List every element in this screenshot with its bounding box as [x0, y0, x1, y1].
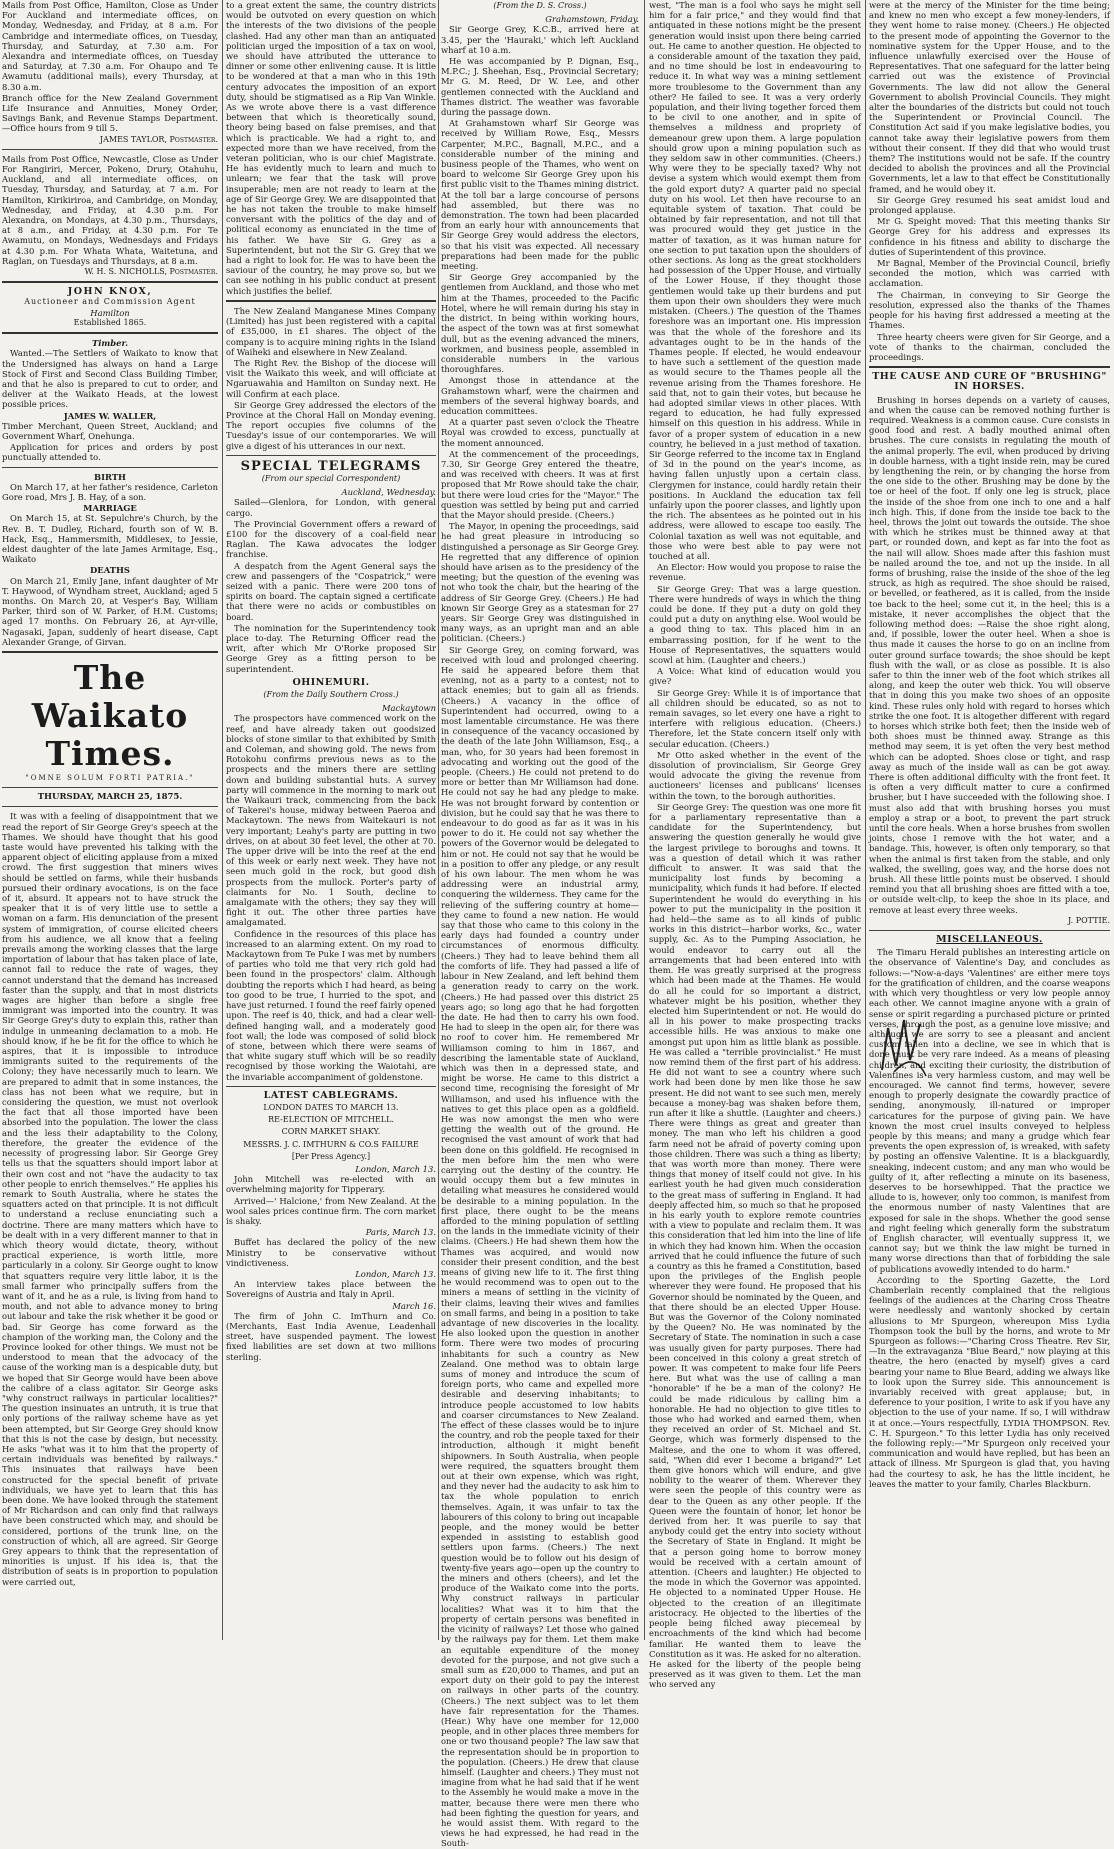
report-paragraph: Mr G. Speight moved: That this meeting thanks Sir George Grey for his address and expresses its confidence in his fitness and ability to discharge the duties of Superintendent of this province. — [869, 216, 1110, 257]
postmaster-signature: W. H. S. NICHOLLS, Postmaster. — [84, 267, 218, 277]
editorial-continued: to a great extent the same, the country districts would be outvoted on every question on which the interests of the two divisions of the people clashed. Had any other man than an antiquated politician urged the imposition of a tax on wool, we should have attributed the utterance to dinner or some other enlivening cause. It is little to be wondered at that a man who in this 19th century advocates the imposition of an export duty, should be stigmatised as a Rip Van Winkle. As we wrote above there is a vast difference between that which is theoretically sound, theory being based on false premises, and that which is practicable. We had a right to, and expected more than we have received, from the veteran politician, who is our chief Magistrate. He has evidently much to learn and much to unlearn; we fear that the task will prove insuperable; men are not ready to learn at the age of Sir George Grey. We are disappointed that he has not taken the trouble to make himself conversant with the politics of the day and of political economy as enunciated in the time of his father. We have Sir G. Grey as a Superintendent, but not the Sir G. Grey that we had a right to look for. He was to have been the saviour of the country, he may prove so, but we can see nothing in his public conduct at present which justifies the belief. — [226, 0, 436, 296]
handwritten-mark-icon — [874, 1010, 934, 1080]
cable-item: Paris, March 13. Buffet has declared the policy of the new Ministry to be conservative without vindictiveness. — [226, 1227, 436, 1268]
report-paragraph: At the commencement of the proceedings, 7.30, Sir George Grey entered the theatre, and was received with cheers. It was at first proposed that Mr Rowe should take the chair, but there were loud cries for the "Mayor." The question was settled by being put and carried that the Mayor should preside. (Cheers.) — [441, 448, 639, 520]
column-4 — [649, 0, 861, 1690]
report-paragraph: Mr Bagnal, Member of the Provincial Council, briefly seconded the motion, which was carried with acclamation. — [869, 258, 1110, 289]
cablegrams-heading: LATEST CABLEGRAMS. — [263, 1089, 399, 1101]
column-3: (From the D. S. Cross.) Grahamstown, Friday. Sir George Grey, K.C.B., arrived here at 3.45, per the 'Hauraki,' which left Auckland wharf at 10 a.m. He was accompanied by P. Dignan, Esq., M.P.C.; J. Sheehan, Esq., Provincial Secretary; Mr G. M. Reed, Dr W. Lee, and other gentlemen connected with the Auckland and Thames district. The weather was favorable during the passage down. At Grahamstown wharf Sir George was received by William Rowe, Esq., Messrs Carpenter, M.P.C., Bagnall, M.P.C., and a considerable number of the mining and business people of the Thames, who went on board to welcome Sir George Grey upon his first public visit to the Thames mining district. At the toll bar a large concourse of persons had assembled, but there was no demonstration. The town had been placarded from an early hour with announcements that Sir George Grey would address the electors, so that his visit was expected. All necessary preparations had been made for the public meeting. Sir George Grey accompanied by the gentlemen from Auckland, and those who met him at the Thames, proceeded to the Pacific Hotel, where he will remain during his stay in the district. In being within working hours, the aspect of the town was at first somewhat dull, but as the evening advanced the miners, workmen, and business people, assembled in considerable numbers in the various thoroughfares. Amongst those in attendance at the Grahamstown wharf, were the chairmen and members of the several highway boards, and education committees. At a quarter past seven o'clock the Theatre Royal was crowded to excess, punctually at the moment announced. At the commencement of the proceedings, 7.30, Sir George Grey entered the theatre, and was received with cheers. It was at first proposed that Mr Rowe should take the chair, but there were loud cries for the "Mayor." The question was settled by being put and carried that the Mayor should preside. (Cheers.) The Mayor, in opening the proceedings, said he had great pleasure in introducing so distinguished a personage as Sir George Grey. He regretted that any difference of opinion should have arisen as to the presidency of the meeting; but the question of the evening was not who took the chair, but the hearing of the address of Sir George Grey. (Cheers.) He had known Sir George Grey as a statesman for 27 years. Sir George Grey was distinguished in many ways, as an upright man and an able politician. (Cheers.) Sir George Grey, on coming forward, was received with loud and prolonged cheering. He said he appeared before them that evening, not as a party to a contest; not to attack enemies; but to gain all as friends. (Cheers.) A vacancy in the office of Superintendent had occurred, owing to a most lamentable circumstance. He was there in consequence of the vacancy occasioned by the death of the late John Williamson, Esq., a man, who, for 30 years had been foremost in advocating and working out the good of the people. (Cheers.) He could not pretend to do more or better than Mr Williamson had done. He could not say he had any pledge to make. He was not brought forward by contention or division, but he could say that he was there to endeavour to do good as far as it was in his power to do it. He could not say whether the powers of the Governor would be delegated to him or not. He could not say that he would be in a position to offer any pledge, or any result of his own labour. The men whom he was addressing were an industrial army, conquering the wilderness. They came for the relieving of the suffering country at home—they came to found a new nation. He would say that those who came to this colony in the early days had founded a country under circumstances of enormous difficulty. (Cheers.) They had to leave behind them all the comforts of life. They had passed a life of labour in New Zealand, and left behind them a generation ready to carry on the work. (Cheers.) He had passed over this district 25 years ago; so long ago that he had forgotten the date. He had then to carry his own food. He had to sleep in the open air, for there was no roof to cover him. He remembered Mr Williamson coming to him in 1867, and describing the lamentable state of Auckland, which was then in a depressed state, and might be worse. He came to this district a second time, recognising the foresight of Mr Williamson, and used his influence with the natives to get this place open as a goldfield. He was now amongst the men who were getting the wealth out of the ground. He recognised the vast amount of work that had been done on this goldfield. He recognised in the men before him the men who were carrying out the destiny of the country. He would occupy them but a few minutes in detailing what measures he considered would be desirable to a mining population. In the first place, there ought to be the means afforded to the mining population of settling on the lands in the immediate vicinity of their claims. (Cheers.) He had shewn them how the Thames was acquired, and would now consider their present condition, and the best means of giving new life to it. The first thing he would recommend was to open out to the miners a means of settling in the vicinity of their claims, leaving their wives and families on small farms, and being in a position to take advantage of new discoveries in the locality. He also looked upon the question in another form. There were two modes of procuring inhabitants for such a country as New Zealand. One method was to obtain large sums of money and introduce the scum of foreign ports, who came and expelled more desirable and deserving inhabitants; to introduce people accustomed to low habits and coarser circumstances to New Zealand. The effect of these classes would be to injure the country, and rob the people taxed for their introduction, although it might benefit shipowners. In South Australia, when people were required, the squatters brought them out at their own expense, which was right, and they never had the audacity to ask him to tax the whole population to enrich themselves. Again, it was unfair to tax the labourers of this colony to bring out incapable people, and the money would be better expended in assisting to establish good settlers upon farms. (Cheers.) The next question would be to follow out his design of twenty-five years ago—open up the country to the miners and others (cheers), and let the produce of the Waikato come into the ports. Why construct railways in particular localities? What was it to him that the property of certain persons was benefited in the vicinity of railways? Let those who gained by the railways pay for them. Let them make an equitable expenditure of the money devoted for the purpose, and not give such a small sum as £20,000 to Thames, and put an export duty on their gold to pay the interest on railways in other parts of the country. (Cheers.) The next subject was to let them have fair representation for the Thames. (Hear.) Why have one member for 12,000 people, and in other places three members for one or two thousand people? The law saw that the representation should be in proportion to the population. (Cheers.) He drew that clause himself. (Laughter and cheers.) They must not imagine from what he had said that if he went to the Assembly he would make a move in the matter, because there were men there who had been fighting the question for years, and he would assist them. With regard to the views he had expressed, he had read in the South- — [441, 1, 639, 1849]
cable-item: London, March 13. John Mitchell was re-elected with an overwhelming majority for Tipperary. — [226, 1163, 436, 1195]
column-rule — [222, 0, 223, 1640]
report-paragraph: Sir George Grey resumed his seat amidst loud and prolonged applause. — [869, 194, 1110, 216]
telegram-item: A despatch from the Agent General says the crew and passengers of the "Cospatrick," were seized with a panic. There were 200 tons of spirits on board. The captain signed a certificate that there were no acids or combustibles on board. — [226, 560, 436, 622]
horses-heading: THE CAUSE AND CURE OF "BRUSHING" IN HORSES. — [872, 371, 1107, 393]
column-1 — [2, 0, 218, 1640]
mails-newcastle-notice: Mails from Post Office, Newcastle, Close as Under For Rangiriri, Mercer, Pokeno, Drury, Otahuhu, Auckland, and all intermediate offices, on Tuesday, Thursday, and Saturday, at 7 a.m. For Hamilton, Kirikiriroa, and Cambridge, on Monday, Wednesday, and Friday, at 4.30 p.m. For Alexandra, on Mondays, at 4.30 p.m., Thursdays, at 8 a.m., and Friday, at 4.30 p.m. For Te Awamutu, on Mondays, Wednesdays and Fridays at 4.30 p.m. For Whata Whata, Waitetuna, and Raglan, on Tuesdays and Thursdays, at 8 a.m. — [2, 153, 218, 266]
horses-article: Brushing in horses depends on a variety of causes, and when the cause can be removed nothing further is required. Weakness is a common cause. Cure consists in good food and rest. A badly mouthed animal often brushes. The cure consists in regulating the mouth of the animal properly. The evil, when produced by driving in double harness, with a tight inside rein, may be cured by lengthening the rein, or by changing the horse from the one side to the other. Brushing may be done by the toe or heel of the foot. If only one leg is struck, place the inside of the shoe from one inch to one and a half inch high. This, if done from the inside toe back to the heel, throws the joint out towards the outside. The shoe with which he strikes must be thinned away at that part, or rounded down, and kept as far into the foot as the nail will allow. Shoes made after this fashion must be nailed around the toe, and not up the inside. In all forms of brushing, raise the inside of the shoe of the leg struck, as high as required. The shoe should be raised, or bevelled, or feathered, as it is called, from the inside toe back to the heel; some cut it, in the heel; this is a mistake, it never accomplishes the object that the following method does: —Raise the shoe right along, and, if possible, lower the outer heel. When a shoe is thus made it causes the horse to go on an incline from outer ground surface towards; the shoe should be kept flush with the wall, or as close as possible. It is also safer to thin the inner web of the foot which strikes all along, and keep the outer web thick. You will observe that in doing this you make two shoes of an opposite kind. These rules only hold with regard to horses which strike the one foot. It is altogether different with regard to horses which strike both feet; then the inside web of both shoes must be thinned away. Strange as this method may seem, it is yet often the very best method which can be adopted. Shoes close or tight, and rasp away as much of the inside wall as can be got away. There is often additional difficulty with the front feet. It is often a very difficult matter to cure a confirmed brusher, but I have succeeded with the following shoe. I must also add that with brushing horses you must employ a strap or a boot, to prevent the part struck until the core heals. When a horse brushes from swollen joints, chose I remove with the hot water, and a bandage. This, however, is often only temporary, so that when the animal is first taken from the stable, and only walked, the swelling, goes way, and the horse does not brush. All these little points must be observed. I should remind you that all brushing shoes are fitted with a toe, or outside welt-clip, to keep the shoe in its place, and remove at least every three weeks. — [869, 394, 1110, 915]
column-rule — [438, 0, 439, 1640]
report-paragraph: Amongst those in attendance at the Grahamstown wharf, were the chairmen and members of the several highway boards, and education committees. — [441, 375, 639, 416]
motto: "OMNE SOLUM FORTI PATRIA." — [25, 773, 195, 782]
masthead: The Waikato Times. — [31, 657, 189, 773]
report-paragraph: Three hearty cheers were given for Sir George, and a vote of thanks to the chairman, concluded the proceedings. — [869, 331, 1110, 362]
marriage-notice: MARRIAGE On March 15, at St. Sepulchre's Church, by the Rev. B. T. Dudley, Richard, fourth son of W. B. Hack, Esq., Hammersmith, Middlesex, to Jessie, eldest daughter of the late James Armitage, Esq., Waikato — [2, 503, 218, 565]
column-2: to a great extent the same, the country districts would be outvoted on every question on which the interests of the two divisions of the people clashed. Had any other man than an antiquated politician urged the imposition of a tax on wool, we should have attributed the utterance to dinner or some other enlivening cause. It is little to be wondered at that a man who in this 19th century advocates the imposition of an export duty, should be stigmatised as a Rip Van Winkle. As we wrote above there is a vast difference between that which is theoretically sound, theory being based on false premises, and that which is practicable. We had a right to, and expected more than we have received, from the veteran politician, who is our chief Magistrate. He has evidently much to learn and much to unlearn; we fear that the task will prove insuperable; men are not ready to learn at the age of Sir George Grey. We are disappointed that he has not taken the trouble to make himself conversant with the politics of the day and of political economy as enunciated in the time of his father. We have Sir G. Grey as a Superintendent, but not the Sir G. Grey that we had a right to look for. He was to have been the saviour of the country, he may prove so, but we can see nothing in his public conduct at present which justifies the belief. The New Zealand Manganese Mines Company (Limited) has just been registered with a capital of £35,000, in £1 shares. The object of the company is to acquire mining rights in the Island of Waiheki and elsewhere in New Zealand. The Right Rev. the Bishop of the diocese will visit the Waikato this week, and will officiate at Ngaruawahia and Hamilton on Sunday next. He will Confirm at each place. Sir George Grey addressed the electors of the Province at the Choral Hall on Monday evening. The report occupies five columns of the Tuesday's issue of our contemporaries. We will give a digest of his utterances in our next. SPECIAL TELEGRAMS (From our special Correspondent) Auckland, Wednesday. Sailed—Glenlora, for London, with general cargo. The Provincial Government offers a reward of £100 for the discovery of a coal-field near Raglan. The Kawa advocates the lodger franchise. A despatch from the Agent General says the crew and passengers of the "Cospatrick," were seized with a panic. There were 200 tons of spirits on board. The captain signed a certificate that there were no acids or combustibles on board. The nomination for the Superintendency took place to-day. The Returning Officer read the writ, after which Mr O'Rorke proposed Sir George Grey as a fitting person to be superintendent. OHINEMURI. (From the Daily Southern Cross.) Mackaytown The prospectors have commenced work on the reef, and have already taken out goodsized blocks of stone similar to that exhibited by Smith and Coleman, and showing gold. The news from Rotokohu confirms previous news as to the prospects and the miners there are settling down and building substantial huts. A survey party will commence in the morning to mark out the Waikauri track, commencing from the back of Takerei's house, midway between Paeroa and Mackaytown. The news from Waitekauri is not very important; Leahy's party are putting in two drives, on at about 30 feet level, the other at 70. The upper drive will be into the reef at the end of this week or early next week. They have not seen much gold in the rock, but good dish prospects from the mullock. Porter's party of claimants for No. 1 South, decline to amalgamate with the others; they say they will fight it out. The other three parties have amalgamated. Confidence in the resources of this place has increased to an alarming extent. On my road to Mackaytown from Te Puke I was met by numbers of parties who told me that very rich gold had been found in the prospectors' claim. Although doubting the reports which I had heard, as being too good to be true, I hurried to the spot, and have just returned. I found the reef fairly opened upon. The reef is 40, thick, and had a clear well-defined hanging wall, and a moderately good foot wall; the lode was composed of solid block of stone, between which there were seams of that white sugary stuff which will be so readily recognised by those working the Waiotahi, are the invariable accompaniment of goldenstone. LATEST CABLEGRAMS. LONDON DATES TO MARCH 13. RE-ELECTION OF MITCHELL. CORN MARKET SHAKY. MESSRS. J. C. IMTHURN & CO.S FAILURE [Per Press Agency.] London, March 13. John Mitchell was re-elected with an overwhelming majority for Tipperary. Arrived—' Halcione,' from New Zealand. At the wool sales prices continue firm. The corn market is shaky. Paris, March 13. Buffet has declared the policy of the new Ministry to be conservative without vindictiveness. London, March 13. An interview takes place between the Sovereigns of Austria and Italy in April. March 16. The firm of John C. ImThurn and Co. (Merchants, East India Avenue, Leadenhall street, have suspended payment. The lowest fixed liabilities are set down at two millions sterling. — [226, 0, 436, 1362]
cable-item: March 16. The firm of John C. ImThurn and Co. (Merchants, East India Avenue, Leadenhall street, have suspended payment. The lowest fixed liabilities are set down at two millions sterling. — [226, 1300, 436, 1362]
cable-item: Arrived—' Halcione,' from New Zealand. At the wool sales prices continue firm. The corn market is shaky. — [226, 1195, 436, 1226]
editorial-text: It was with a feeling of disappointment that we read the report of Sir George Grey's speech at the Thames. We should have thought that his good taste would have prevented his talking with the apparent object of eliciting applause from a mixed crowd. The first suggestion that miners wives should be settled on farms, while their husbands pursued their ordinary avocations, is on the face of it, absurd. It appears not to have struck the speaker that it is of very little use to settle a woman on a farm. His denunciation of the present system of immigration, of course elicited cheers from his audience, we all know that a feeling prevails among the working classes that the large importation of labour that has taken place of late, cannot fail to reduce the rate of wages, they cannot understand that the demand has increased faster than the supply, and that in most districts wages are higher than before a single free immigrant was imported into the country. It was Sir George Grey's duty to explain this, rather than indulge in unmeaning declamation to a mob. He should know, if he be fit for the office to which he aspires, that it is impossible to introduce immigrants suited to the requirements of the Colony; they have necessarily much to learn. We are prepared to admit that in some instances, the class has not been what we require, but in considering the question, we must not overlook the fact that all those imported have been absorbed into the population. The lower the class and the less their adaptability to the Colony, therefore, the greater the evidence of the necessity of progressing labor. Sir George Grey tells us that the squatters should import labor at their own cost and not "have the audacity to tax other people to enrich themselves." He applies his remark to South Australia, where he states the squatters acted on that principle. It is not difficult to understand a recluse enunciating such a doctrine. There are many matters which have to be dealt with in a very different manner to that in which theory would dictate, theory, without practical experience, is worth little, more particularly in a colony. Sir George ought to know that squatters require very little labor, it is the small farmer who principally suffers from the want of it, and he as a rule, is living from hand to mouth, and not able to advance money to bring out labour and take the risk whether it be good or bad. Sir George has come forward as the champion of the working man, the Colony and the Province looked for other things. We must not be understood to mean that the advocacy of the cause of the working man is a despicable duty, but we hoped that Sir George would have been above the calibre of a class agitator. Sir George asks "why construct railways in particular localities?" The question insinuates an untruth, it is true that only portions of the railway scheme have as yet been attempted, but Sir George Grey should know that this is not the case by design, but necessity. He asks "what was it to him that the property of certain individuals was benefited by railways." This insinuates that railways have been constructed for the special benefit of private individuals, we have yet to learn that this has been done. We have looked through the statement of Mr Richardson and can only find that railways have been constructed which may, and should be considered, portions of the trunk line, on the construction of which, all are agreed. Sir George Grey appears to think that the representation of minorities is unjust. If his idea is, that the distribution of seats is in proportion to population were carried out, — [2, 811, 218, 1587]
report-paragraph: An Elector: How would you propose to raise the revenue. — [649, 562, 861, 583]
telegram-item: The Provincial Government offers a reward of £100 for the discovery of a coal-field near Raglan. The Kawa advocates the lodger franchise. — [226, 518, 436, 560]
telegram-item: The nomination for the Superintendency took place to-day. The Returning Officer read the writ, after which Mr O'Rorke proposed Sir George Grey as a fitting person to be superintendent. — [226, 622, 436, 674]
local-news-item: The Right Rev. the Bishop of the diocese will visit the Waikato this week, and will officiate at Ngaruawahia and Hamilton on Sunday next. He will Confirm at each place. — [226, 357, 436, 399]
report-paragraph: The Mayor, in opening the proceedings, said he had great pleasure in introducing so distinguished a personage as Sir George Grey. He regretted that any difference of opinion should have arisen as to the presidency of the meeting; but the question of the evening was not who took the chair, but the hearing of the address of Sir George Grey. (Cheers.) He had known Sir George Grey as a statesman for 27 years. Sir George Grey was distinguished in many ways, as an upright man and an able politician. (Cheers.) — [441, 521, 639, 644]
telegrams-heading: SPECIAL TELEGRAMS — [240, 458, 422, 474]
column-rule — [865, 0, 866, 1640]
report-paragraph: Mr Otto asked whether in the event of the dissolution of provincialism, Sir George Grey would advocate the giving the revenue from auctioneers' licenses and publicans' licenses within the town, to the borough authorities. — [649, 749, 861, 801]
report-paragraph: were at the mercy of the Minister for the time being; and knew no men who except a few money-lenders, if they went home to raise money. (Cheers.) He objected to the present mode of appointing the Governor to the nominative system for the Upper House, and to the influence unlawfully exercised over the House of Representatives. That one safeguard for the latter being carried out was the existence of Provincial Governments. The law did not allow the General Government to abolish Provincial Councils. They might alter the boundaries of the districts but could not touch the Superintendent or Provincial Council. The Constitution Act said if you make legislative bodies, you cannot take away their legislative powers from them without their consent. If they did that who would trust them? The institutions would not be safe. If the country decided to abolish the provinces and all the Provincial Governments, let a law to that effect be Constitutionally framed, and he would obey it. — [869, 0, 1110, 194]
report-paragraph: Sir George Grey: That was a large question. There were hundreds of ways in which the thing could be done. If they put a duty on gold they could put a duty on anything else. Wool would be a good thing to tax. This placed him in an embarrassing position, for if he went to the House of Representatives, the squatters would scowl at him. (Laughter and cheers.) — [649, 583, 861, 665]
report-paragraph: A Voice: What kind of education would you give? — [649, 666, 861, 687]
report-paragraph: He was accompanied by P. Dignan, Esq., M.P.C.; J. Sheehan, Esq., Provincial Secretary; Mr G. M. Reed, Dr W. Lee, and other gentlemen connected with the Auckland and Thames district. The weather was favorable during the passage down. — [441, 56, 639, 118]
ohinemuri-heading: OHINEMURI. — [292, 676, 370, 688]
mails-hamilton-notice: Mails from Post Office, Hamilton, Close as Under For Auckland and intermediate offices, on Monday, Wednesday, and Friday, at 8 a.m. For Cambridge and intermediate offices, on Tuesday, Thursday, and Saturday, at 7.30 a.m. For Alexandra and intermediate offices, on Tuesday and Saturday, at 7.30 a.m. For Ohaupo and Te Awamutu (additional mails), every Thursday, at 8.30 a.m. — [2, 0, 218, 92]
report-paragraph: Sir George Grey: While it is of importance that all children should be educated, so as not to remain savages, so let every one have a right to interfere with religious education. (Cheers.) Therefore, let the State concern itself only with secular education. (Cheers.) — [649, 687, 861, 749]
report-paragraph: west, "The man is a fool who says he might sell him for a fair price," and they would find that antiquated in these notions might be the present generation would insist upon there being carried out. He came to another question. He objected to a considerable amount of the taxation they paid, and no time should be lost in endeavouring to reduce it. In what way was a mining settlement more troublesome to the Government than any other? He failed to see. It was a very orderly population, and their living together forced them to be civil to one another, and in spite of themselves a mildness and propriety of demeanour grew upon them. A large population should grow upon a mining population such as they seldom saw in other communities. (Cheers.) Why were they to be specially taxed? Why not devise a system which would exempt them from the gold export duty? A quarter paid no special duty on his wool. Let then have recourse to an equitable system of taxation. That could be obtained by fair representation, and not till that was procured would they get justice in the matter of taxation, as it was human nature for one section to put taxation upon the shoulders of other sections. As long as the great stockholders had possession of the Upper House, and virtually of the Lower House, if they thought those gentlemen would take up their burdens and put them upon their own shoulders they were much mistaken. (Cheers.) The question of the Thames foreshore was an important one. His impression was that the whole of the foreshore and its advantages ought to be in the hands of the Thames people. If elected, he would endeavour to have such a settlement of the question made as would secure to the Thames people all the revenue arising from the Thames foreshore. He said that, not to gain their votes, but because he had adopted similar views in other places. With regard to education, he had fully expressed himself on this question in his address. While in favor of a proper system of education in a new country, he believed in a just method of taxation. Sir George referred to the income tax in England of 3d in the pound on the year's income, as having fallen unjustly upon a certain class. Clergymen for instance, could hardly retain their positions. In Auckland the education tax fell unfairly upon the poorer classes, and lightly upon the rich. The absentees as he pointed out in his address, were allowed to escape too easily. The Colonial taxation as well was not equitable, and those who were best able to pay were not touched at all. — [649, 0, 861, 561]
advertisement-timber: Timber. Wanted.—The Settlers of Waikato to know that the Undersigned has always on hand a Large Stock of First and Second Class Building Timber, and that he also is prepared to cut to order, and deliver at the Waikato Heads, at the lowest possible prices. JAMES W. WALLER, Timber Merchant, Queen Street, Auckland; and Government Wharf, Onehunga. Application for prices and orders by post punctually attended to. — [2, 338, 218, 463]
report-paragraph: Sir George Grey accompanied by the gentlemen from Auckland, and those who met him at the Thames, proceeded to the Pacific Hotel, where he will remain during his stay in the district. In being within working hours, the aspect of the town was at first somewhat dull, but as the evening advanced the miners, workmen, and business people, assembled in considerable numbers in the various thoroughfares. — [441, 272, 639, 375]
report-paragraph: At a quarter past seven o'clock the Theatre Royal was crowded to excess, punctually at the moment announced. — [441, 417, 639, 448]
report-paragraph: Sir George Grey, on coming forward, was received with loud and prolonged cheering. He said he appeared before them that evening, not as a party to a contest; not to attack enemies; but to gain all as friends. (Cheers.) A vacancy in the office of Superintendent had occurred, owing to a most lamentable circumstance. He was there in consequence of the vacancy occasioned by the death of the late John Williamson, Esq., a man, who, for 30 years had been foremost in advocating and working out the good of the people. (Cheers.) He could not pretend to do more or better than Mr Williamson had done. He could not say he had any pledge to make. He was not brought forward by contention or division, but he could say that he was there to endeavour to do good as far as it was in his power to do it. He could not say whether the powers of the Governor would be delegated to him or not. He could not say that he would be in a position to offer any pledge, or any result of his own labour. The men whom he was addressing were an industrial army, conquering the wilderness. They came for the relieving of the suffering country at home—they came to found a new nation. He would say that those who came to this colony in the early days had founded a country under circumstances of enormous difficulty. (Cheers.) They had to leave behind them all the comforts of life. They had passed a life of labour in New Zealand, and left behind them a generation ready to carry on the work. (Cheers.) He had passed over this district 25 years ago; so long ago that he had forgotten the date. He had then to carry his own food. He had to sleep in the open air, for there was no roof to cover him. He remembered Mr Williamson coming to him in 1867, and describing the lamentable state of Auckland, which was then in a depressed state, and might be worse. He came to this district a second time, recognising the foresight of Mr Williamson, and used his influence with the natives to get this place open as a goldfield. He was now amongst the men who were getting the wealth out of the ground. He recognised the vast amount of work that had been done on this goldfield. He recognised in the men before him the men who were carrying out the destiny of the country. He would occupy them but a few minutes in detailing what measures he considered would be desirable to a mining population. In the first place, there ought to be the means afforded to the mining population of settling on the lands in the immediate vicinity of their claims. (Cheers.) He had shewn them how the Thames was acquired, and would now consider their present condition, and the best means of giving new life to it. The first thing he would recommend was to open out to the miners a means of settling in the vicinity of their claims, leaving their wives and families on small farms, and being in a position to take advantage of new discoveries in the locality. He also looked upon the question in another form. There were two modes of procuring inhabitants for such a country as New Zealand. One method was to obtain large sums of money and introduce the scum of foreign ports, who came and expelled more desirable and deserving inhabitants; to introduce people accustomed to low habits and coarser circumstances to New Zealand. The effect of these classes would be to injure the country, and rob the people taxed for their introduction, although it might benefit shipowners. In South Australia, when people were required, the squatters brought them out at their own expense, which was right, and they never had the audacity to ask him to tax the whole population to enrich themselves. Again, it was unfair to tax the labourers of this colony to bring out incapable people, and the money would be better expended in assisting to establish good settlers upon farms. (Cheers.) The next question would be to follow out his design of twenty-five years ago—open up the country to the miners and others (cheers), and let the produce of the Waikato come into the ports. Why construct railways in particular localities? What was it to him that the property of certain persons was benefited in the vicinity of railways? Let those who gained by the railways pay for them. Let them make an equitable expenditure of the money devoted for the purpose, and not give such a small sum as £20,000 to Thames, and put an export duty on their gold to pay the interest on railways in other parts of the country. (Cheers.) The next subject was to let them have fair representation for the Thames. (Hear.) Why have one member for 12,000 people, and in other places three members for one or two thousand people? The law saw that the representation should be in proportion to the population. (Cheers.) He drew that clause himself. (Laughter and cheers.) They must not imagine from what he had said that if he went to the Assembly he would make a move in the matter, because there were men there who had been fighting the question for years, and he would assist them. With regard to the views he had expressed, he had read in the South- — [441, 644, 639, 1849]
postmaster-signature: JAMES TAYLOR, Postmaster. — [99, 134, 218, 144]
report-paragraph: At Grahamstown wharf Sir George was received by William Rowe, Esq., Messrs Carpenter, M.P.C., Bagnall, M.P.C., and a considerable number of the mining and business people of the Thames, who went on board to welcome Sir George Grey upon his first public visit to the Thames mining district. At the toll bar a large concourse of persons had assembled, but there was no demonstration. The town had been placarded from an early hour with announcements that Sir George Grey would address the electors, so that his visit was expected. All necessary preparations had been made for the public meeting. — [441, 118, 639, 272]
deaths-notice: DEATHS On March 21, Emily Jane, infant daughter of Mr T. Haywood, of Wyndham street, Auckland; aged 5 months. On March 20, at Vesper's Bay, William Parker, third son of W. Parker, of H.M. Customs; aged 17 months. On February 26, at Ayr-ville, Nagasaki, Japan, suddenly of heart disease, Capt Alexander Grange, of Girvan. — [2, 565, 218, 647]
ohinemuri-item: Confidence in the resources of this place has increased to an alarming extent. On my road to Mackaytown from Te Puke I was met by numbers of parties who told me that very rich gold had been found in the prospectors' claim. Although doubting the reports which I had heard, as being too good to be true, I hurried to the spot, and have just returned. I found the reef fairly opened upon. The reef is 40, thick, and had a clear well-defined hanging wall, and a moderately good foot wall; the lode was composed of solid block of stone, between which there were seams of that white sugary stuff which will be so readily recognised by those working the Waiotahi, are the invariable accompaniment of goldenstone. — [226, 928, 436, 1082]
issue-date: THURSDAY, MARCH 25, 1875. — [37, 792, 183, 803]
ohinemuri-item: The prospectors have commenced work on the reef, and have already taken out goodsized blocks of stone similar to that exhibited by Smith and Coleman, and showing gold. The news from Rotokohu confirms previous news as to the prospects and the miners there are settling down and building substantial huts. A survey party will commence in the morning to mark out the Waikauri track, commencing from the back of Takerei's house, midway between Paeroa and Mackaytown. The news from Waitekauri is not very important; Leahy's party are putting in two drives, on at about 30 feet level, the other at 70. The upper drive will be into the reef at the end of this week or early next week. They have not seen much gold in the rock, but good dish prospects from the mullock. Porter's party of claimants for No. 1 South, decline to amalgamate with the others; they say they will fight it out. The other three parties have amalgamated. — [226, 713, 436, 928]
cable-item: London, March 13. An interview takes place between the Sovereigns of Austria and Italy in April. — [226, 1268, 436, 1300]
column-5 — [869, 0, 1110, 1640]
local-news-item: The New Zealand Manganese Mines Company (Limited) has just been registered with a capital of £35,000, in £1 shares. The object of the company is to acquire mining rights in the Island of Waiheki and elsewhere in New Zealand. — [226, 305, 436, 357]
miscellaneous-item: The Timaru Herald publishes an interesting article on the observance of Valentine's Day, and concludes as follows:—"Now-a-days 'Valentines' are either mere toys for the gratification of children, and the coarse weapons with which very thoughtless or very low people annoy each other. We cannot imagine anyone with a grain of sense or spirit regarding a purchased picture or printed verses, through the post, as a genuine love missive; and although we are sorry to see a pleasant and ancient custom fallen into a decline, we see in which that is done must be very rare indeed. As a means of pleasing children, and exciting their curiosity, the distribution of Valentines is a very harmless custom, and may well be encouraged. We cannot find terms, however, severe enough to properly designate the cowardly practice of sending, anonymously, ill-natured or improper caricatures for the purpose of giving pain. We have known the most cruel insults conveyed to helpless people by this means; and many a grudge which fear prevents the open expression of, is wreaked, with safety by posting an offensive Valentine. It is a blackguardly, sneaking, indecent custom; and any man who would be guilty of it, after reflecting a minute on its baseness, deserves to be horsewhipped. That the practice we allude to is, however, only too common, is manifest from the enormous number of nasty Valentines that are exposed for sale in the shops. Whether the good sense and right feeling which generally form the substratum of English character, will eventually suppress it, we cannot say; but we think the law might be turned in many worse directions than that of forbidding the sale of publications avowedly intended to do harm." — [869, 947, 1110, 1274]
telegram-item: Sailed—Glenlora, for London, with general cargo. — [226, 497, 436, 518]
horses-signature: J. POTTIE. — [1068, 915, 1110, 925]
branch-office-notice: Branch office for the New Zealand Government Life Insurance and Annuities, Money Order, Savings Bank, and Revenue Stamps Department.—Office hours from 9 till 5. — [2, 92, 218, 134]
local-news-item: Sir George Grey addressed the electors of the Province at the Choral Hall on Monday evening. The report occupies five columns of the Tuesday's issue of our contemporaries. We will give a digest of his utterances in our next. — [226, 399, 436, 451]
report-paragraph: Sir George Grey, K.C.B., arrived here at 3.45, per the 'Hauraki,' which left Auckland wharf at 10 a.m. — [441, 24, 639, 55]
report-paragraph: Sir George Grey: The question was one more fit for a parliamentary representative than a candidate for the Superintendency, but answering the question generally he would give the largest privilege to boroughs and towns. It was a question of detail which it was rather difficult to answer. It was said that the municipality lost funds by becoming a municipality, which funds it had before. If elected Superintendent he would do everything in his power to put the municipality in the position it had held—the same as to all kinds of public works in this district—harbor works, &c., water supply, &c. As to the Pumping Association, he would endeavor to carry out all the arrangements that had been entered into with them. He was greatly surprised at the progress which had been made at the Thames. He would do all he could for so important a district, whatever might be his position, whether they elected him Superintendent or not. He would do all in his power to make prospecting tracks accessible hills. He was anxious to make one amongst put upon him as little blank as possible. He was called a "terrible provincialist." He must now remind them of the first part of his address. He did not want to see a country where such work had been done by men like those he saw present. He did not want to see such men, merely because a money-bag was shaken before them, run after it like a shuttle. (Laughter and cheers.) There were things as great and greater than money. The man who left his children a good farm need not be afraid of poverty coming upon those children. There was such a thing as liberty; that was worth more than money. There were things that money of itself could not give. In his earliest youth he had given much consideration to the great mass of suffering in England. It had deeply affected him, so much so that he proposed in his early youth to explore remote countries with a view to populate and reclaim them. It was this consideration that led him into the line of life in which they had known him. When the occasion arrived that he could influence the future of such a country as this he framed a Constitution, based upon the privileges of the English people wherever they were found. He proposed that his Governor should be nominated by the Queen, and that there should be an elected Upper House. But was the Governor of the Colony nominated by the Queen? No. He was nominated by the Secretary of State. The nomination in such a case was usually given for party purposes. There had been conceived in this colony a great stretch of power. It was competent to make four life Peers here. But what was the use of calling a man "honorable" if he be a man of the colony? He could be made ridiculous by calling him a honorable. He had no objection to give titles to those who had worked and earned them, when they received an order of St. Michael and St. George, which was formerly dispensed to the Maltese, and the one to whom it was offered, said, "When did ever I become a brigand?" Let them give honors which will endure, and give nobility to the wearer of them. Wherever they were seen the people of this country were as dear to the Queen as any other people. If the Queen were the fountain of honor, let honor be derived from her. It was puerile to say that anybody could get the entry into society without the Secretary of State in England. It might be that a person going home to borrow money would be received with a certain amount of attention. (Cheers and laughter.) He objected to the mode in which the Governor was appointed. He objected to a nominated Upper House. He objected to the creation of an illegitimate aristocracy. He objected to the liberties of the people being filched away piecemeal by encroachments of the kind which had become familiar. He wanted them to leave the Constitution as it was. He asked for no alteration. He asked for the liberty of the people being preserved as it was given to them. Let the man who served any — [649, 801, 861, 1690]
birth-notice: BIRTH On March 17, at her father's residence, Carleton Gore road, Mrs J. B. Hay, of a son. — [2, 471, 218, 502]
miscellaneous-item: According to the Sporting Gazette, the Lord Chamberlain recently complained that the religious feelings of the audiences at the Charing Cross Theatre were needlessly and wantonly shocked by certain allusions to Mr Spurgeon, whereupon Miss Lydia Thompson took the bull by the horns, and wrote to Mr Spurgeon as follows:—"Charing Cross Theatre. Rev Sir,—In the extravaganza "Blue Beard," now playing at this theatre, the hero (enacted by myself) gives a card bearing your name to Blue Beard, adding we always like to look upon the Surrey side. This announcement is invariably received with great applause; but, in deference to your position, I write to ask if you have any objection to the use of your name. If so, I will withdraw it at once.—Yours respectfully, LYDIA THOMPSON. Rev. C. H. Spurgeon." To this letter Lydia has only received the following reply:—"Mr Spurgeon only received your communication and would have replied, but has been an attack of illness. Mr Spurgeon is glad that, you having had the courtesy to ask, he has the little incident, he leaves the matter to your family, Charles Blackburn. — [869, 1274, 1110, 1489]
column-rule — [644, 0, 645, 1640]
miscellaneous-heading: MISCELLANEOUS. — [936, 934, 1043, 946]
advertisement-knox: JOHN KNOX, Auctioneer and Commission Agent Hamilton Established 1865. — [24, 286, 196, 327]
report-paragraph: The Chairman, in conveying to Sir George the resolution, expressed also the thanks of the Thames people for his having first addressed a meeting at the Thames. — [869, 289, 1110, 331]
